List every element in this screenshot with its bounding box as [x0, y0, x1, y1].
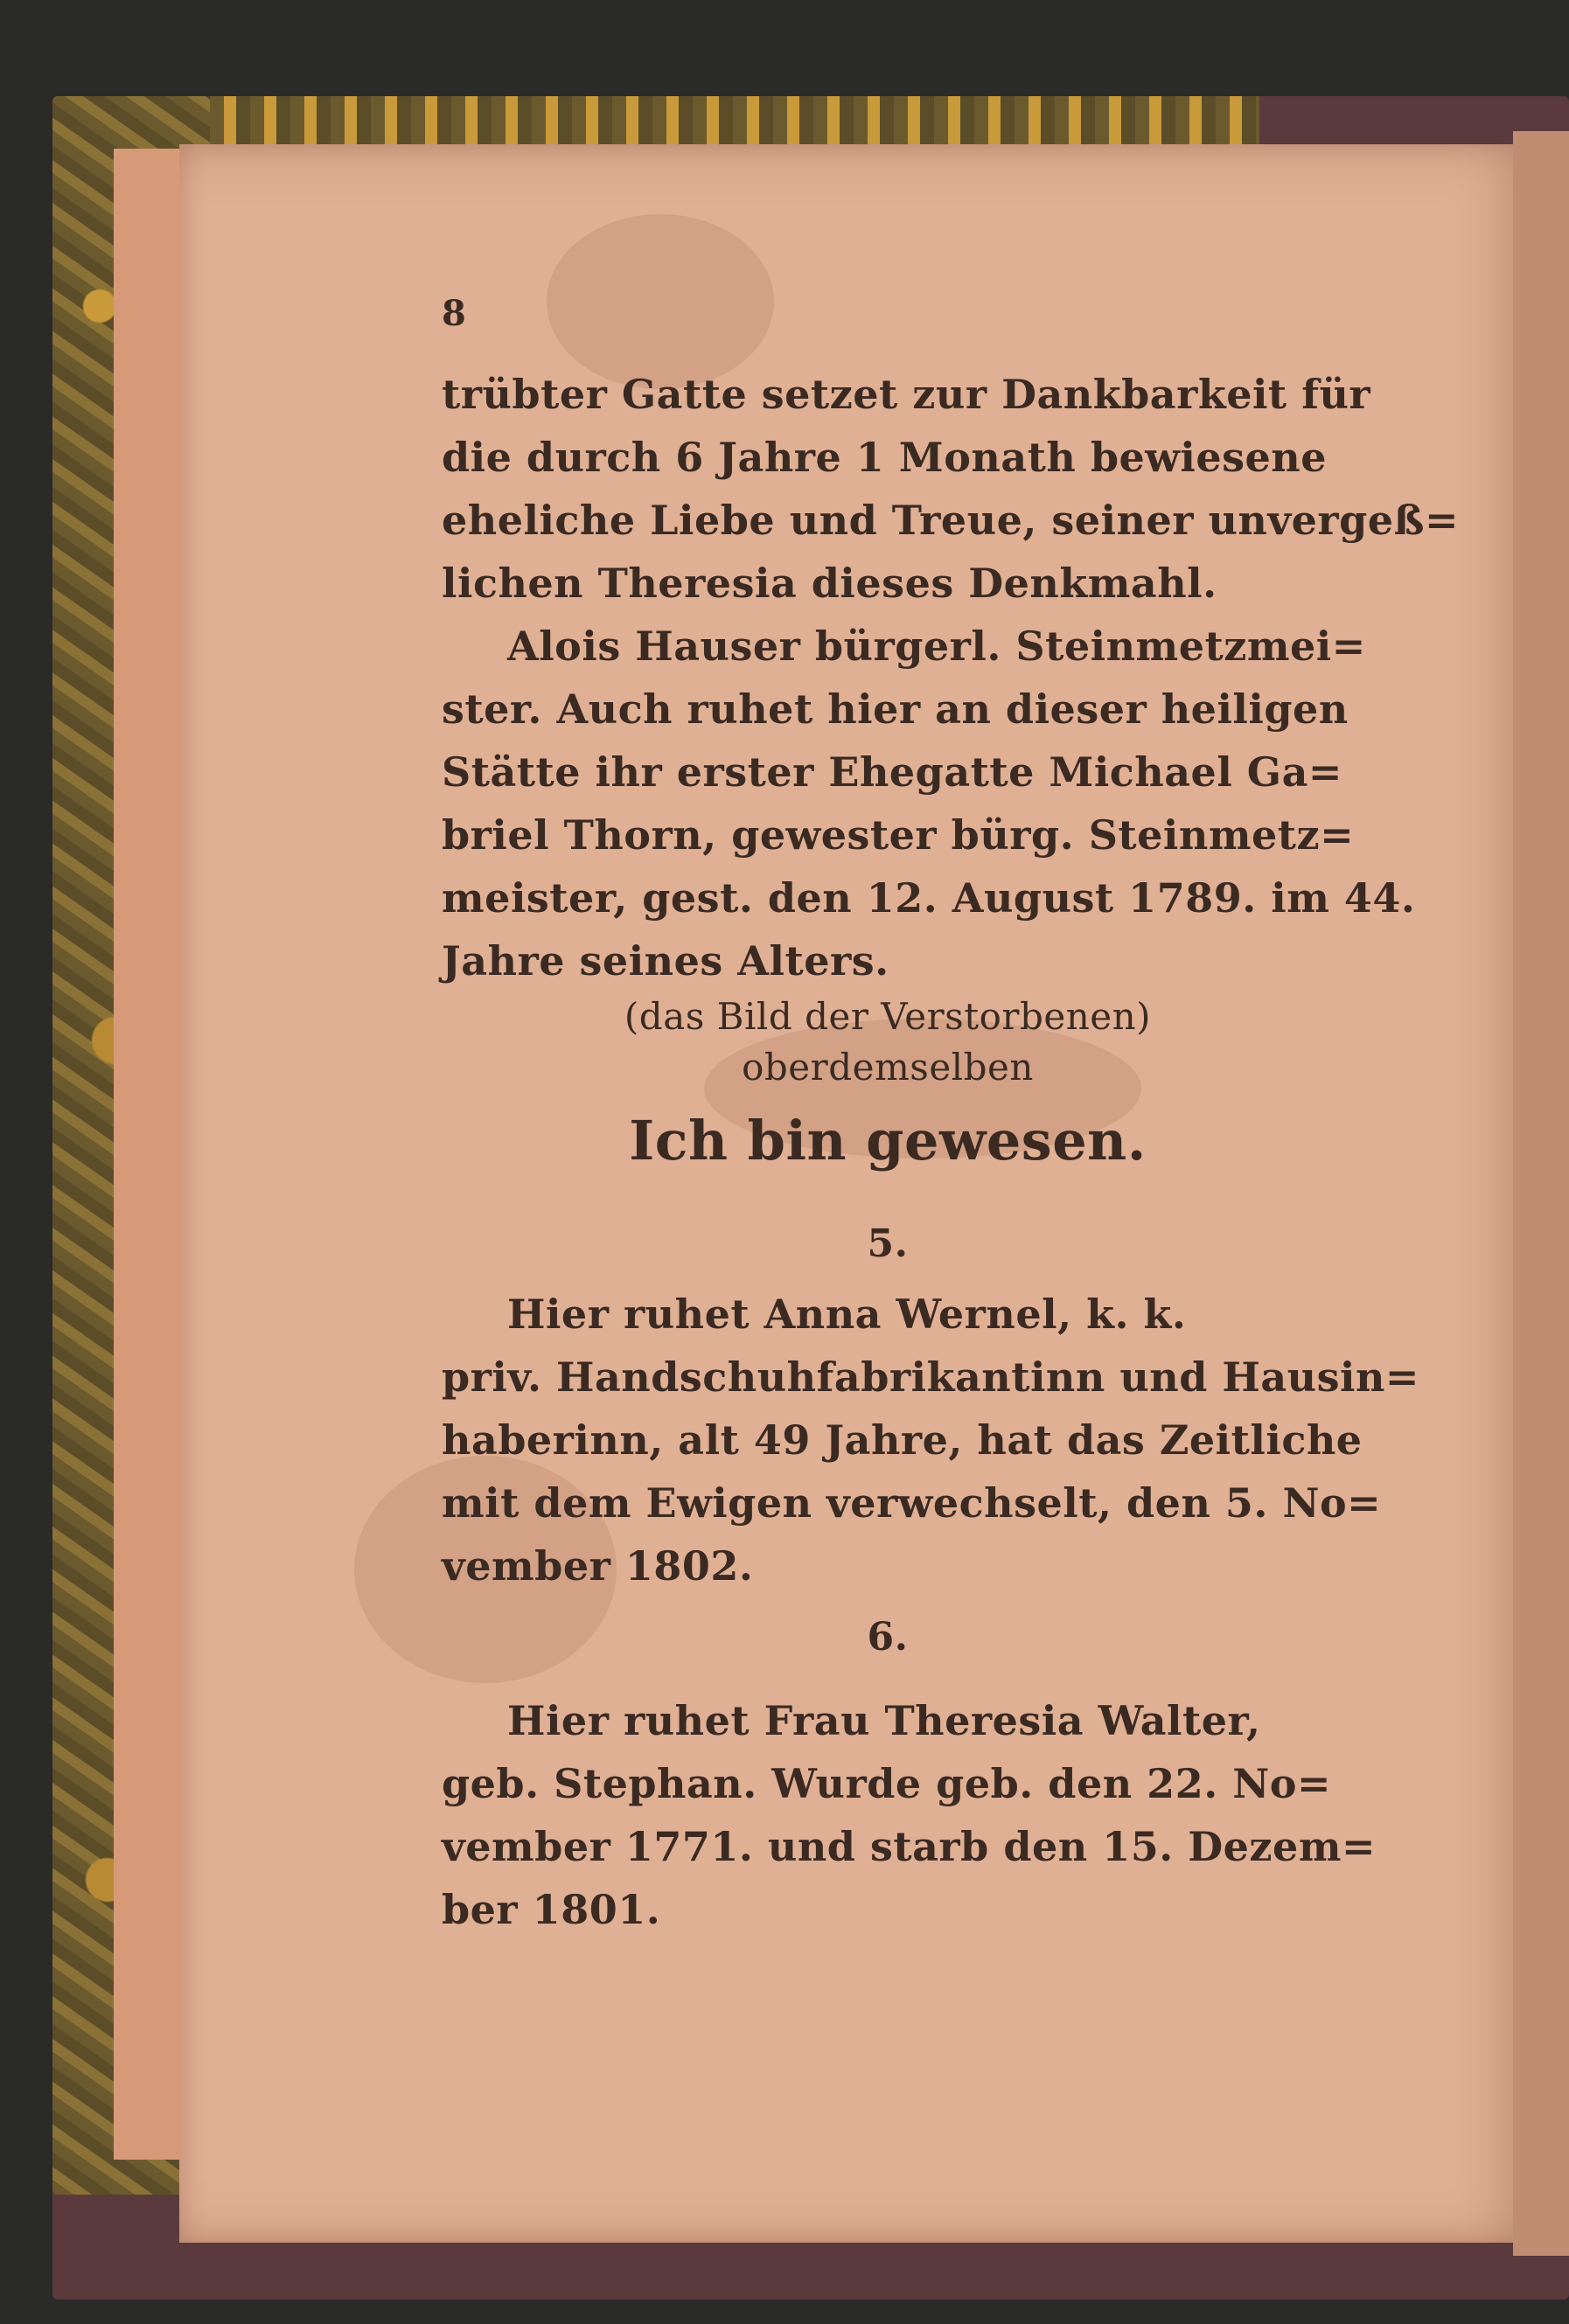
page-number: 8 [442, 293, 466, 334]
text-line: geb. Stephan. Wurde geb. den 22. No= [442, 1760, 1331, 1807]
text-line: eheliche Liebe und Treue, seiner unvergeß= [442, 497, 1460, 544]
text-line: Hier ruhet Anna Wernel, k. k. [507, 1291, 1187, 1338]
text-line: ster. Auch ruhet hier an dieser heiligen [442, 685, 1349, 733]
section-number: 5. [867, 1221, 909, 1266]
text-line: meister, gest. den 12. August 1789. im 44. [442, 874, 1416, 922]
text-line: mit dem Ewigen verwechselt, den 5. No= [442, 1479, 1382, 1527]
facing-page-edge [1513, 131, 1569, 2256]
text-line: Hier ruhet Frau Theresia Walter, [507, 1697, 1261, 1744]
image-note: oberdemselben [742, 1046, 1034, 1089]
text-line: die durch 6 Jahre 1 Monath bewiesene [442, 434, 1328, 481]
text-line: Jahre seines Alters. [442, 937, 889, 985]
text-line: Stätte ihr erster Ehegatte Michael Ga= [442, 748, 1342, 796]
text-line: Alois Hauser bürgerl. Steinmetzmei= [507, 623, 1366, 670]
text-line: vember 1771. und starb den 15. Dezem= [442, 1823, 1377, 1870]
text-line: lichen Theresia dieses Denkmahl. [442, 560, 1217, 607]
text-line: ber 1801. [442, 1886, 661, 1933]
paper-stain [547, 214, 774, 389]
text-line: haberinn, alt 49 Jahre, hat das Zeitliche [442, 1416, 1363, 1464]
text-line: priv. Handschuhfabrikantinn und Hausin= [442, 1353, 1419, 1401]
text-line: briel Thorn, gewester bürg. Steinmetz= [442, 811, 1355, 859]
text-line: vember 1802. [442, 1542, 754, 1590]
marbled-edge-top [210, 96, 1259, 149]
section-number: 6. [867, 1615, 909, 1660]
image-note: (das Bild der Verstorbenen) [624, 995, 1152, 1038]
text-line: trübter Gatte setzet zur Dankbarkeit für [442, 371, 1371, 418]
motto: Ich bin gewesen. [629, 1109, 1147, 1172]
